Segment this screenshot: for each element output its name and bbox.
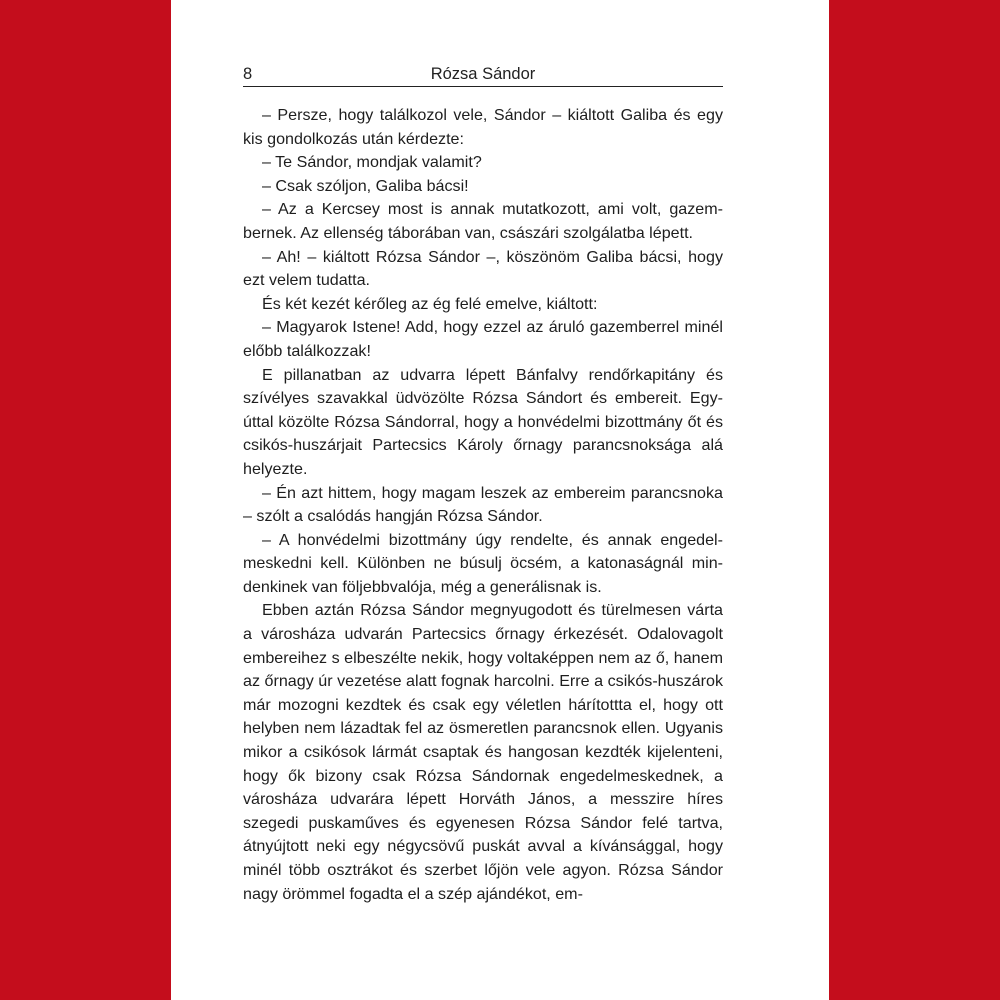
paragraph: – Én azt hittem, hogy magam leszek az embereim parancsnoka – szólt a csalódás hangján Rózsa Sándor. — [243, 483, 723, 526]
paragraph: – Az a Kercsey most is annak mutatkozott, ami volt, gazembernek. Az ellenség táborában van, császári szolgálatba lépett. — [243, 200, 723, 242]
paragraph: – Magyarok Istene! Add, hogy ezzel az áruló gazemberrel minél előbb találkozzak! — [243, 318, 723, 360]
paragraph: És két kezét kérőleg az ég felé emelve, kiáltott: — [262, 294, 598, 313]
paragraph: – Ah! – kiáltott Rózsa Sándor –, köszönöm Galiba bácsi, hogy ezt velem tudatta. — [243, 247, 723, 290]
book-page — [171, 0, 829, 1000]
paragraph: – Te Sándor, mondjak valamit? — [262, 153, 482, 172]
running-title: Rózsa Sándor — [430, 65, 536, 83]
paragraph: – A honvédelmi bizottmány úgy rendelte, és annak engedelmeskedni kell. Különben ne búsulj öcsém, a katonaságnál mindenkinek van följebbvalója, még a generálisnak is. — [243, 530, 723, 596]
page-number: 8 — [243, 65, 253, 83]
running-header — [243, 64, 723, 87]
paragraph: – Persze, hogy találkozol vele, Sándor – kiáltott Galiba és egy kis gondolkozás után kérdezte: — [243, 106, 723, 148]
paragraph: Ebben aztán Rózsa Sándor megnyugodott és türelmesen várta a városháza udvarán Partecsics őrnagy érkezését. Odalovagolt embereihez s elbeszélte nekik, hogy voltaképpen nem az ő, hanem az őrnagy úr vezetése alatt fognak harcolni. Erre a csikós-huszárok már mozogni kezdtek és csak egy véletlen hárítottta el, hogy ott helyben nem lázadtak fel az ösmeretlen parancsnok ellen. Ugyanis mikor a csikósok lármát csaptak és hangosan kezdték kijelenteni, hogy ők bizony csak Rózsa Sándornak engedelmeskednek, a városháza udvarára lépett Horváth János, a messzire híres szegedi puskaműves és egyenesen Rózsa Sándor felé tartva, átnyújtott neki egy négycsövű puskát avval a kívánsággal, hogy minél több osztrákot és szerbet lőjön vele agyon. Rózsa Sándor nagy örömmel fogadta el a szép ajándékot, em- — [243, 601, 723, 903]
paragraph: – Csak szóljon, Galiba bácsi! — [262, 176, 469, 195]
paragraph: E pillanatban az udvarra lépett Bánfalvy rendőrkapitány és szívélyes szavakkal üdvözölte Rózsa Sándort és embereit. Egyúttal közölte Rózsa Sándorral, hogy a honvédelmi bizottmány őt és csikós-huszárjait Partecsics Károly őrnagy parancsnoksága alá helyezte. — [243, 365, 723, 478]
body-text — [243, 104, 723, 906]
